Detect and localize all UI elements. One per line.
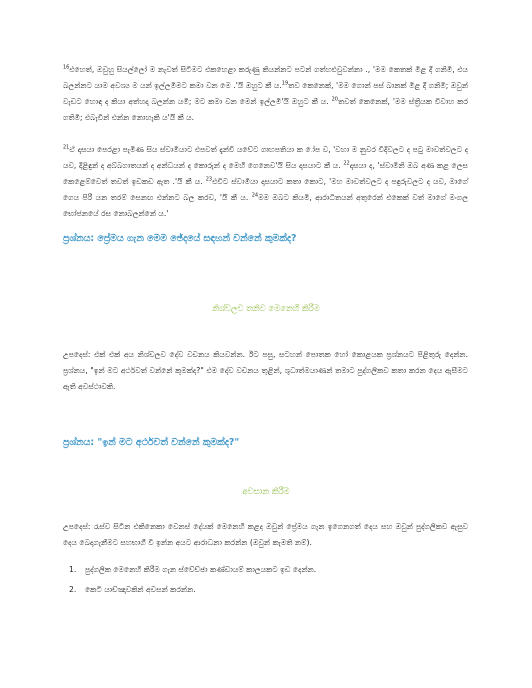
list-text: පුද්ගලික මෙනෙහි කිරීම ගැන ස්වේච්ඡා කණ්ඩායම් කාලයකට ඉඩ දෙන්න. <box>85 565 317 574</box>
verse-number: 23 <box>205 176 213 183</box>
verse-number: 19 <box>281 80 289 87</box>
instructions-paragraph-2: උපදෙස්: රැස්ව සිටින එකිනෙකා වෙනස් දේයක් මෙනෙහි කළද ඔවුන් ප්‍රේමය ගැන ඉගෙනගත් දෙය සහ ඔවුන් පුද්ගලිකව ඇසුව දෙය බෙදාගැනීමට සහභාගී වී ඉන්න අයට ආරාධනා කරන්න (ඔවුන් කැමති නම්). <box>63 522 468 547</box>
closing-steps-list <box>63 563 463 603</box>
reflection-question-1: ප්‍රශ්නය: ප්‍රේමය ගැන මෙම ඡේදයේ සඳහන් වන්නේ කුමක්ද? <box>63 233 297 244</box>
reflection-question-2: ප්‍රශ්නය: "ඉන් මට අර්ථවත් වන්නේ කුමක්ද?" <box>63 437 240 448</box>
verse-number: 16 <box>63 64 70 71</box>
list-number: 1. <box>69 565 77 574</box>
list-text: කෙටි යාච්ඤාවකින් අවසන් කරන්න. <box>85 585 196 594</box>
verse-text: තව කෙනෙක්, 'මම ගොන් පස් බානක් මිළ දී ගනිමි; ඔවුන් වැඩට හොඳ ද කියා අත්හදා බලන්න යමි; මට කමා වන මෙන් ඉල්ලමි'යි ඔහුට කී ය. <box>63 81 468 106</box>
verse-text: දාසයා ද, 'ස්වාමීනි ඔබ අණ කළ ලෙස කෙළෙම්වෙත් තවත් ඉඩකඩ ඇත .'යි කී ය. <box>63 161 468 186</box>
verse-text: එහෙත්, ඔවුහු සියල්ලෝ ම නැවත් සිටීමට එකහෙළා කරුණු කියන්නට පටන් ගත්හළුවුවන්නා ., 'මම කෙතක් මිළ දී ගනිමි, එය බලන්නට යාම අවශ්‍ය ම යන් ඉල්ලමිමට කමා වන මෙ .'යි ඔහුට කී ය. <box>63 65 468 90</box>
instructions-paragraph-1: උපදෙස්: එක් එක් අය නිශ්චලව දේව වචනය කියවන්න. ඊට පසු, සටහන් පොතක හෝ කොළයක ප්‍රශ්නයට පිළිතුරු දෙන්න. ප්‍රශ්නය, "ඉන් මට අර්ථවත් වන්නේ කුමක්ද?" එම දේව වචනය තුළින්, ශුධාත්මයාණන් තමාට පුද්ගලිකව කතා කරන දෙය ඇසීමට ඇති අවස්ථාවකි. <box>63 350 468 391</box>
verse-text: ඒ දාසයා පෙරළා පැමිණ සිය ස්වාමියාට එපවත් දැන්වී යවේට ගෘහපතියා ක .ෝප ව, 'වහා ම නුවර වීදිවලට ද පටු මාවත්වලට ද යව, දිළිඳුන් ද අබ්බගාතයන් ද අන්ධයන් ද කොරුන් ද මෙහි ගෙනෙව'යි සිය දාසයාට කී ය. <box>63 145 468 170</box>
verse-number: 22 <box>343 160 350 167</box>
scripture-paragraph-1 <box>63 62 468 126</box>
list-item <box>63 583 463 603</box>
list-item <box>63 563 463 583</box>
verse-number: 24 <box>251 192 259 199</box>
section-heading-closing: අවසාන කිරීම <box>242 486 290 496</box>
verse-text: එවිට ස්වාමියා දාසයාට කතා කොට, 'මහ මාවත්වලට ද පඳුරුවලට ද යව, මාගේ ගෙය පිරී යන තරම් සෙනඟ එන්නට බල කරව, 'යි කී ය. <box>63 177 468 202</box>
verse-number: 20 <box>331 96 338 103</box>
verse-text: තවත් කෙනෙක්, 'මම ස්ත්‍රියක විවාහ කර ගතිමි; එබැවින් එන්න නොහැකි ය'යි කී ය. <box>63 97 468 122</box>
section-heading-silent-meditation: නිශ්චලව තනිව මෙනෙහි කිරීම <box>212 303 320 313</box>
verse-number: 21 <box>63 144 70 151</box>
scripture-paragraph-2 <box>63 142 468 222</box>
verse-text: මම ඔබට කියමි, ආරාධිතයන් අතුරෙන් එකෙක් වත් මාගේ මංගල භෝජනයේ රස නොබලන්නේ ය.' <box>63 193 468 218</box>
list-number: 2. <box>69 585 77 594</box>
